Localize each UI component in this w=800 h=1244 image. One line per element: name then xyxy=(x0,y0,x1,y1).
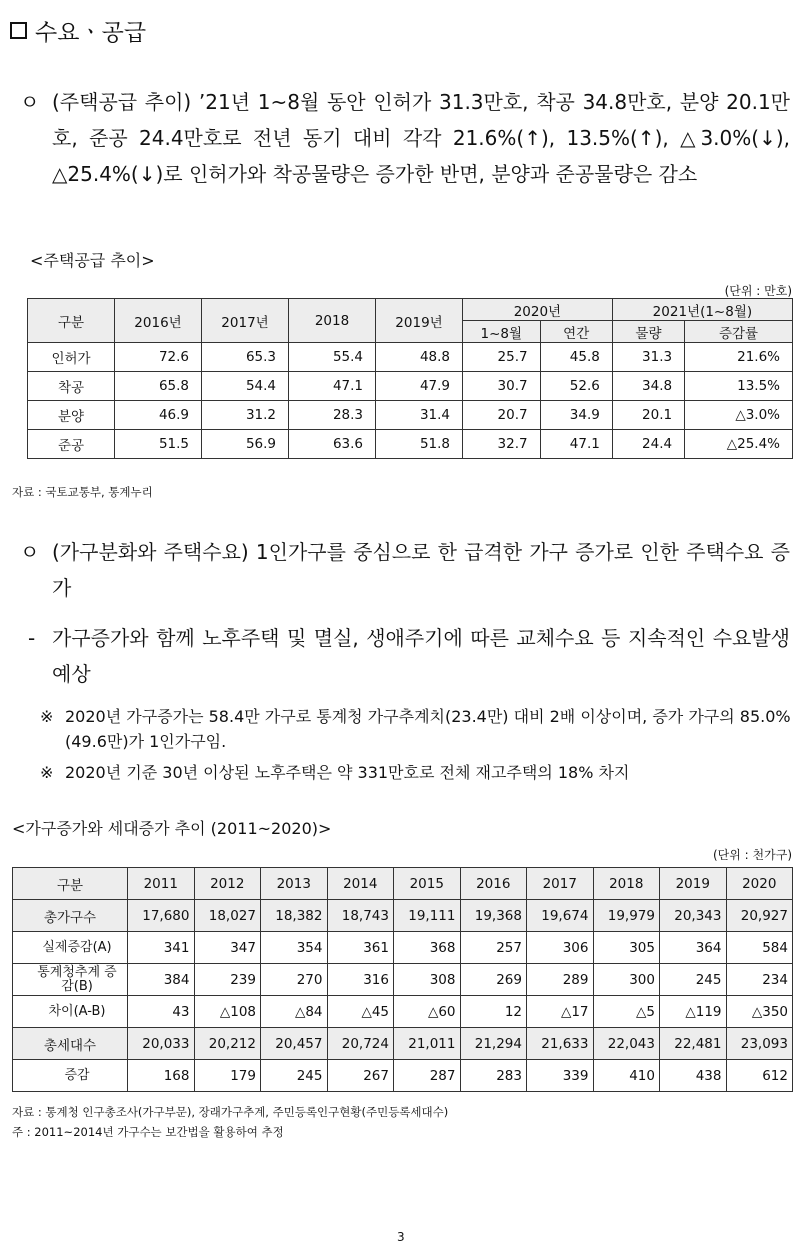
table-cell: 20,212 xyxy=(194,1028,261,1060)
table-cell: 13.5% xyxy=(685,372,793,401)
table-cell: 47.1 xyxy=(540,430,612,459)
table-cell: 20,457 xyxy=(261,1028,328,1060)
demand-bullet xyxy=(20,534,790,606)
header-year: 2015 xyxy=(394,868,461,900)
table-cell: 55.4 xyxy=(289,343,376,372)
header-sub: 1~8월 xyxy=(463,321,541,343)
table-cell: 20.1 xyxy=(612,401,684,430)
table-cell: 31.4 xyxy=(376,401,463,430)
table-cell: 438 xyxy=(660,1060,727,1092)
table-cell: △60 xyxy=(394,996,461,1028)
table-cell: 305 xyxy=(593,932,660,964)
table-cell: △119 xyxy=(660,996,727,1028)
table-cell: 22,043 xyxy=(593,1028,660,1060)
table-cell: 22,481 xyxy=(660,1028,727,1060)
table-cell: 316 xyxy=(327,964,394,996)
table-cell: 30.7 xyxy=(463,372,541,401)
row-label: 실제증감(A) xyxy=(13,932,128,964)
table1-unit: (단위 : 만호) xyxy=(724,284,792,298)
section-title-text: 수요ㆍ공급 xyxy=(35,20,147,46)
table2-caption: <가구증가와 세대증가 추이 (2011~2020)> xyxy=(12,819,332,838)
table-cell: 18,743 xyxy=(327,900,394,932)
header-sub: 물량 xyxy=(612,321,684,343)
table1-source: 자료 : 국토교통부, 통계누리 xyxy=(12,485,153,499)
header-year: 2016 xyxy=(460,868,527,900)
table-cell: 21,011 xyxy=(394,1028,461,1060)
table-cell: 47.1 xyxy=(289,372,376,401)
table-cell: 21,633 xyxy=(527,1028,594,1060)
supply-bullet-text: (주택공급 추이) ’21년 1~8월 동안 인허가 31.3만호, 착공 34.8만호, 분양 20.1만호, 준공 24.4만호로 전년 동기 대비 각각 21.6%(↑), 13.5%(↑), △3.0%(↓), △25.4%(↓)로 인허가와 착공물량은 증가한 반면, 분양과 준공물량은 감소 xyxy=(52,90,790,186)
table-cell: △3.0% xyxy=(685,401,793,430)
table-cell: 31.2 xyxy=(202,401,289,430)
row-label: 증감 xyxy=(13,1060,128,1092)
table-cell: 18,382 xyxy=(261,900,328,932)
dash-item-text: 가구증가와 함께 노후주택 및 멸실, 생애주기에 따른 교체수요 등 지속적인 수요발생 예상 xyxy=(52,626,790,686)
table2-source: 자료 : 통계청 인구총조사(가구부문), 장래가구추계, 주민등록인구현황(주민등록세대수) xyxy=(12,1105,449,1119)
table-row xyxy=(13,1060,793,1092)
table-cell: △350 xyxy=(726,996,793,1028)
table-row xyxy=(13,996,793,1028)
table-cell: 34.8 xyxy=(612,372,684,401)
table-row xyxy=(13,964,793,996)
table-cell: 56.9 xyxy=(202,430,289,459)
demand-bullet-text: (가구분화와 주택수요) 1인가구를 중심으로 한 급격한 가구 증가로 인한 주택수요 증가 xyxy=(52,540,790,600)
table-row xyxy=(28,430,793,459)
bullet-circle-icon: ㅇ xyxy=(20,90,40,114)
table-cell: 308 xyxy=(394,964,461,996)
table-cell: 24.4 xyxy=(612,430,684,459)
header-year: 2018 xyxy=(593,868,660,900)
table-cell: 19,368 xyxy=(460,900,527,932)
table-cell: △17 xyxy=(527,996,594,1028)
note-2 xyxy=(40,760,792,785)
header-year: 2017 xyxy=(527,868,594,900)
table-cell: 48.8 xyxy=(376,343,463,372)
table-cell: 306 xyxy=(527,932,594,964)
table-cell: 25.7 xyxy=(463,343,541,372)
table-cell: △108 xyxy=(194,996,261,1028)
table-cell: 584 xyxy=(726,932,793,964)
dash-mark: - xyxy=(28,626,36,650)
table-cell: 20,033 xyxy=(128,1028,195,1060)
table1-caption: <주택공급 추이> xyxy=(30,251,155,270)
table-row xyxy=(13,932,793,964)
table-cell: 17,680 xyxy=(128,900,195,932)
table-cell: 234 xyxy=(726,964,793,996)
row-label: 총가구수 xyxy=(13,900,128,932)
row-label: 총세대수 xyxy=(13,1028,128,1060)
housing-supply-table xyxy=(27,298,793,459)
header-year: 2019 xyxy=(660,868,727,900)
table-cell: 19,979 xyxy=(593,900,660,932)
table-cell: 368 xyxy=(394,932,461,964)
table-cell: 245 xyxy=(660,964,727,996)
note-text: 2020년 가구증가는 58.4만 가구로 통계청 가구추계치(23.4만) 대비 2배 이상이며, 증가 가구의 85.0%(49.6만)가 1인가구임. xyxy=(65,707,791,751)
table-cell: △45 xyxy=(327,996,394,1028)
table-row xyxy=(28,401,793,430)
table-cell: 28.3 xyxy=(289,401,376,430)
page-number: 3 xyxy=(397,1230,405,1244)
table-cell: 20,724 xyxy=(327,1028,394,1060)
table-cell: 46.9 xyxy=(115,401,202,430)
table-cell: 287 xyxy=(394,1060,461,1092)
table-row xyxy=(28,343,793,372)
table-cell: 45.8 xyxy=(540,343,612,372)
table-cell: 283 xyxy=(460,1060,527,1092)
header-label: 구분 xyxy=(28,299,115,343)
row-label: 준공 xyxy=(28,430,115,459)
household-table xyxy=(12,867,793,1092)
table-row xyxy=(13,900,793,932)
table-cell: 168 xyxy=(128,1060,195,1092)
header-group-2020: 2020년 xyxy=(463,299,613,321)
table-cell: 19,111 xyxy=(394,900,461,932)
table-cell: 63.6 xyxy=(289,430,376,459)
note-mark: ※ xyxy=(40,707,54,726)
table2-unit: (단위 : 천가구) xyxy=(713,848,792,862)
table-cell: 18,027 xyxy=(194,900,261,932)
note-1 xyxy=(40,704,792,754)
dash-item xyxy=(28,620,790,692)
table-cell: 19,674 xyxy=(527,900,594,932)
row-label: 분양 xyxy=(28,401,115,430)
table-cell: 410 xyxy=(593,1060,660,1092)
table-cell: 43 xyxy=(128,996,195,1028)
table-cell: 339 xyxy=(527,1060,594,1092)
table-cell: 364 xyxy=(660,932,727,964)
table-cell: 361 xyxy=(327,932,394,964)
table-row xyxy=(13,1028,793,1060)
table-cell: 72.6 xyxy=(115,343,202,372)
table-cell: △25.4% xyxy=(685,430,793,459)
table-cell: 239 xyxy=(194,964,261,996)
table-cell: 612 xyxy=(726,1060,793,1092)
header-year: 2014 xyxy=(327,868,394,900)
table-cell: 267 xyxy=(327,1060,394,1092)
row-label: 차이(A-B) xyxy=(13,996,128,1028)
header-group-2021: 2021년(1~8월) xyxy=(612,299,792,321)
table-cell: 65.3 xyxy=(202,343,289,372)
table-cell: 32.7 xyxy=(463,430,541,459)
table-cell: 23,093 xyxy=(726,1028,793,1060)
bullet-circle-icon: ㅇ xyxy=(20,540,40,564)
table-cell: 289 xyxy=(527,964,594,996)
table-cell: 21.6% xyxy=(685,343,793,372)
table-cell: △5 xyxy=(593,996,660,1028)
table-cell: 31.3 xyxy=(612,343,684,372)
table-cell: 245 xyxy=(261,1060,328,1092)
table-cell: 34.9 xyxy=(540,401,612,430)
note-text: 2020년 기준 30년 이상된 노후주택은 약 331만호로 전체 재고주택의 18% 차지 xyxy=(65,763,630,782)
checkbox-square-icon xyxy=(10,22,27,39)
table-cell: 20,343 xyxy=(660,900,727,932)
table-cell: 65.8 xyxy=(115,372,202,401)
header-sub: 연간 xyxy=(540,321,612,343)
header-year: 2017년 xyxy=(202,299,289,343)
row-label: 인허가 xyxy=(28,343,115,372)
header-label: 구분 xyxy=(13,868,128,900)
table-row xyxy=(28,372,793,401)
supply-bullet xyxy=(20,84,790,192)
section-title xyxy=(10,14,146,47)
table-cell: 257 xyxy=(460,932,527,964)
table-cell: 20,927 xyxy=(726,900,793,932)
table-cell: 21,294 xyxy=(460,1028,527,1060)
table-cell: 20.7 xyxy=(463,401,541,430)
header-year: 2016년 xyxy=(115,299,202,343)
table-cell: 384 xyxy=(128,964,195,996)
table-cell: 270 xyxy=(261,964,328,996)
row-label: 착공 xyxy=(28,372,115,401)
table-cell: 47.9 xyxy=(376,372,463,401)
table-cell: 52.6 xyxy=(540,372,612,401)
table-cell: 347 xyxy=(194,932,261,964)
table-cell: 300 xyxy=(593,964,660,996)
row-label: 통계청추계 증감(B) xyxy=(13,964,128,996)
table-cell: 354 xyxy=(261,932,328,964)
table-cell: 269 xyxy=(460,964,527,996)
header-year: 2011 xyxy=(128,868,195,900)
table-cell: 179 xyxy=(194,1060,261,1092)
table-cell: 51.5 xyxy=(115,430,202,459)
table-cell: 54.4 xyxy=(202,372,289,401)
header-year: 2020 xyxy=(726,868,793,900)
table2-note: 주 : 2011~2014년 가구수는 보간법을 활용하여 추정 xyxy=(12,1125,284,1139)
table-cell: 51.8 xyxy=(376,430,463,459)
note-mark: ※ xyxy=(40,763,54,782)
table-cell: 12 xyxy=(460,996,527,1028)
table-cell: 341 xyxy=(128,932,195,964)
header-year: 2019년 xyxy=(376,299,463,343)
table-cell: △84 xyxy=(261,996,328,1028)
header-year: 2018 xyxy=(289,299,376,343)
header-year: 2012 xyxy=(194,868,261,900)
header-year: 2013 xyxy=(261,868,328,900)
header-sub: 증감률 xyxy=(685,321,793,343)
